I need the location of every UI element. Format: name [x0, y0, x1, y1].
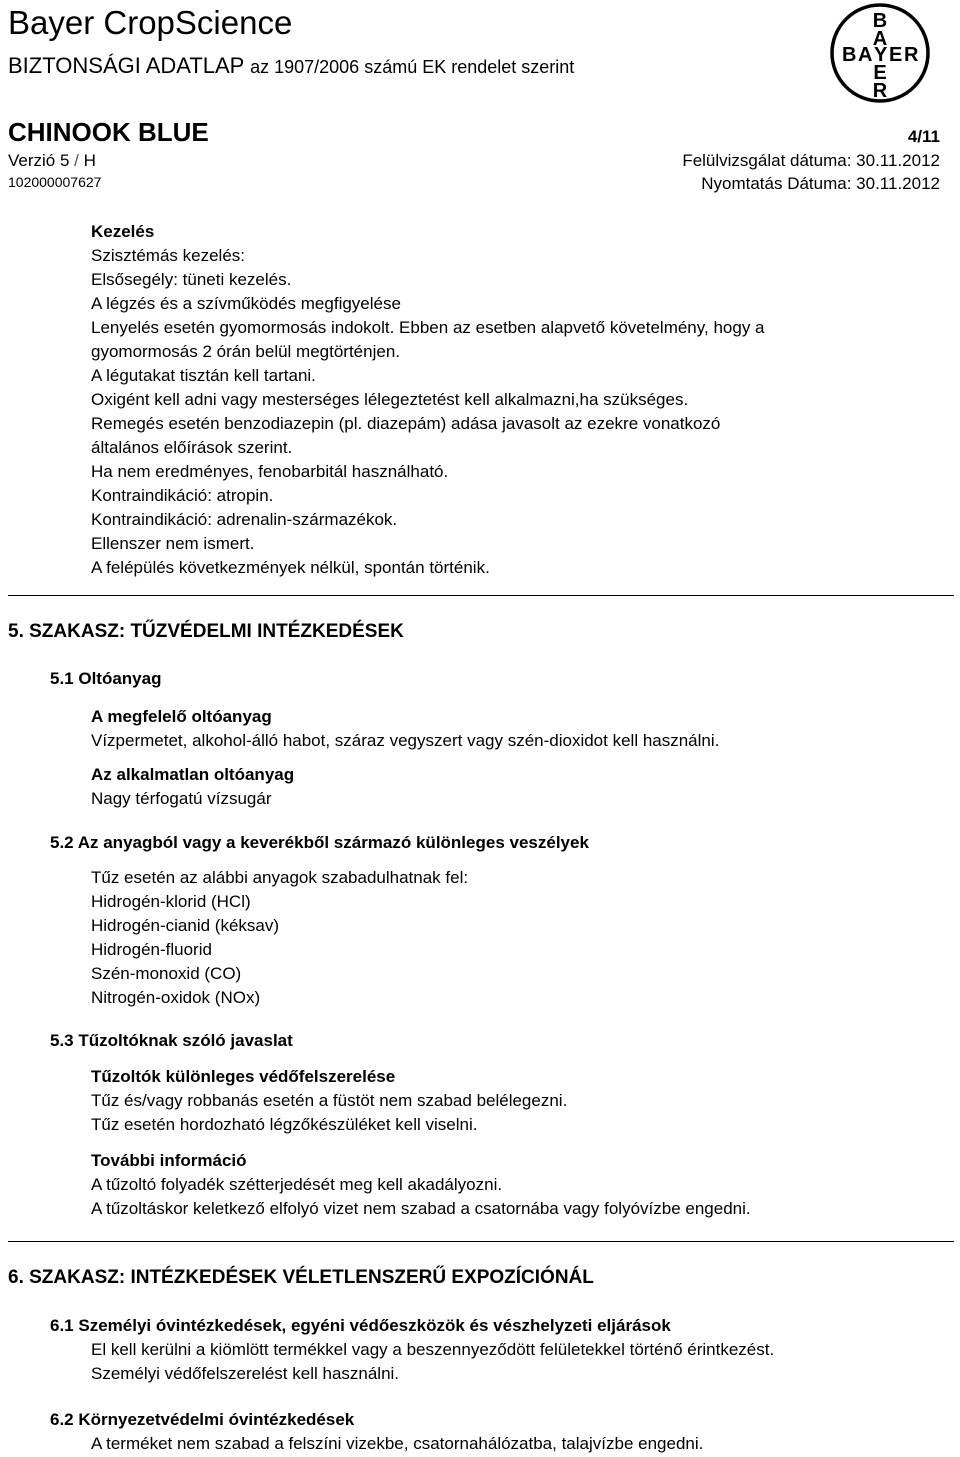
treatment-line: Ellenszer nem ismert.: [91, 534, 255, 553]
personal-precautions-block: [91, 1338, 774, 1386]
subsection-6-2-title: 6.2 Környezetvédelmi óvintézkedések: [50, 1410, 355, 1429]
treatment-line: általános előírások szerint.: [91, 438, 293, 457]
logo-letter-y: Y: [874, 44, 888, 66]
logo-letter-a: A: [858, 44, 873, 66]
treatment-line: Oxigént kell adni vagy mesterséges lélegeztetést kell alkalmazni,ha szükséges.: [91, 390, 689, 409]
treatment-line: Remegés esetén benzodiazepin (pl. diazepám) adása javasolt az ezekre vonatkozó: [91, 414, 721, 433]
treatment-line: A felépülés következmények nélkül, spontán történik.: [91, 558, 490, 577]
subsection-6-1-title: 6.1 Személyi óvintézkedések, egyéni védőeszközök és vészhelyzeti eljárások: [50, 1316, 671, 1335]
section-6-title: 6. SZAKASZ: INTÉZKEDÉSEK VÉLETLENSZERŰ EXPOZÍCIÓNÁL: [8, 1267, 594, 1288]
precaution-line: El kell kerülni a kiömlött termékkel vagy a beszennyeződött felületekkel történő érintkezést.: [91, 1340, 775, 1359]
logo-letter-b-top: B: [872, 10, 888, 32]
ppe-heading: Tűzoltók különleges védőfelszerelése: [91, 1067, 396, 1086]
hazard-line: Nitrogén-oxidok (NOx): [91, 988, 261, 1007]
product-code: 102000007627: [8, 174, 102, 190]
logo-letter-e-bottom: E: [873, 62, 887, 84]
further-info-heading: További információ: [91, 1151, 247, 1170]
sds-title: BIZTONSÁGI ADATLAP: [8, 53, 244, 78]
hazard-line: Hidrogén-fluorid: [91, 940, 212, 959]
hazard-line: Hidrogén-cianid (kéksav): [91, 916, 280, 935]
company-name: Bayer CropScience: [8, 4, 293, 41]
extinguishing-media-block: [91, 705, 719, 811]
version-label: Verzió 5: [8, 151, 70, 170]
treatment-line: Ha nem eredményes, fenobarbitál használható.: [91, 462, 449, 481]
bayer-cross-logo: [829, 2, 931, 104]
treatment-line: Szisztémás kezelés:: [91, 246, 245, 265]
unsuitable-media-heading: Az alkalmatlan oltóanyag: [91, 765, 295, 784]
treatment-line: A légutakat tisztán kell tartani.: [91, 366, 316, 385]
version-line: [8, 151, 96, 171]
document-title: [8, 53, 574, 79]
print-date: Nyomtatás Dátuma: 30.11.2012: [701, 174, 940, 193]
hazard-line: Szén-monoxid (CO): [91, 964, 242, 983]
ppe-line: Tűz esetén hordozható légzőkészüléket kell viselni.: [91, 1115, 478, 1134]
ppe-line: Tűz és/vagy robbanás esetén a füstöt nem szabad belélegezni.: [91, 1091, 568, 1110]
logo-letter-e: E: [889, 44, 903, 66]
subsection-5-2-title: 5.2 Az anyagból vagy a keverékből származó különleges veszélyek: [50, 833, 589, 852]
precaution-line: Személyi védőfelszerelést kell használni.: [91, 1364, 400, 1383]
further-info-line: A tűzoltó folyadék szétterjedését meg kell akadályozni.: [91, 1175, 503, 1194]
treatment-line: A légzés és a szívműködés megfigyelése: [91, 294, 401, 313]
logo-letter-r-bottom: R: [872, 80, 888, 102]
section-divider: [8, 1241, 954, 1242]
further-info-line: A tűzoltáskor keletkező elfolyó vizet nem szabad a csatornába vagy folyóvízbe engedni.: [91, 1199, 751, 1218]
treatment-block: [91, 220, 765, 580]
subsection-5-1-title: 5.1 Oltóanyag: [50, 669, 162, 688]
section-5-title: 5. SZAKASZ: TŰZVÉDELMI INTÉZKEDÉSEK: [8, 621, 404, 642]
revision-date: Felülvizsgálat dátuma: 30.11.2012: [682, 151, 940, 170]
subsection-5-3-title: 5.3 Tűzoltóknak szóló javaslat: [50, 1031, 293, 1050]
section-divider: [8, 595, 954, 596]
unsuitable-media-text: Nagy térfogatú vízsugár: [91, 789, 272, 808]
treatment-line: Elsősegély: tüneti kezelés.: [91, 270, 292, 289]
environmental-line: A terméket nem szabad a felszíni vizekbe, csatornahálózatba, talajvízbe engedni.: [91, 1434, 704, 1453]
version-separator: /: [69, 151, 84, 170]
logo-letter-r: R: [904, 44, 919, 66]
treatment-heading: Kezelés: [91, 222, 155, 241]
treatment-line: Kontraindikáció: adrenalin-származékok.: [91, 510, 398, 529]
special-hazards-block: [91, 866, 468, 1010]
firefighter-advice-block: [91, 1065, 751, 1221]
treatment-line: gyomormosás 2 órán belül megtörténjen.: [91, 342, 400, 361]
suitable-media-heading: A megfelelő oltóanyag: [91, 707, 272, 726]
hazard-line: Hidrogén-klorid (HCl): [91, 892, 251, 911]
page-number: 4/11: [907, 127, 940, 146]
product-name: CHINOOK BLUE: [8, 117, 209, 147]
treatment-line: Kontraindikáció: atropin.: [91, 486, 274, 505]
environmental-precautions-block: [91, 1432, 703, 1456]
suitable-media-text: Vízpermetet, alkohol-álló habot, száraz vegyszert vagy szén-dioxidot kell használni.: [91, 731, 720, 750]
regulation-text: az 1907/2006 számú EK rendelet szerint: [250, 57, 575, 77]
treatment-line: Lenyelés esetén gyomormosás indokolt. Ebben az esetben alapvető követelmény, hogy a: [91, 318, 765, 337]
logo-letter-b: B: [842, 44, 857, 66]
hazard-line: Tűz esetén az alábbi anyagok szabadulhatnak fel:: [91, 868, 469, 887]
logo-letter-a-top: A: [872, 28, 888, 50]
version-country: H: [83, 151, 96, 170]
